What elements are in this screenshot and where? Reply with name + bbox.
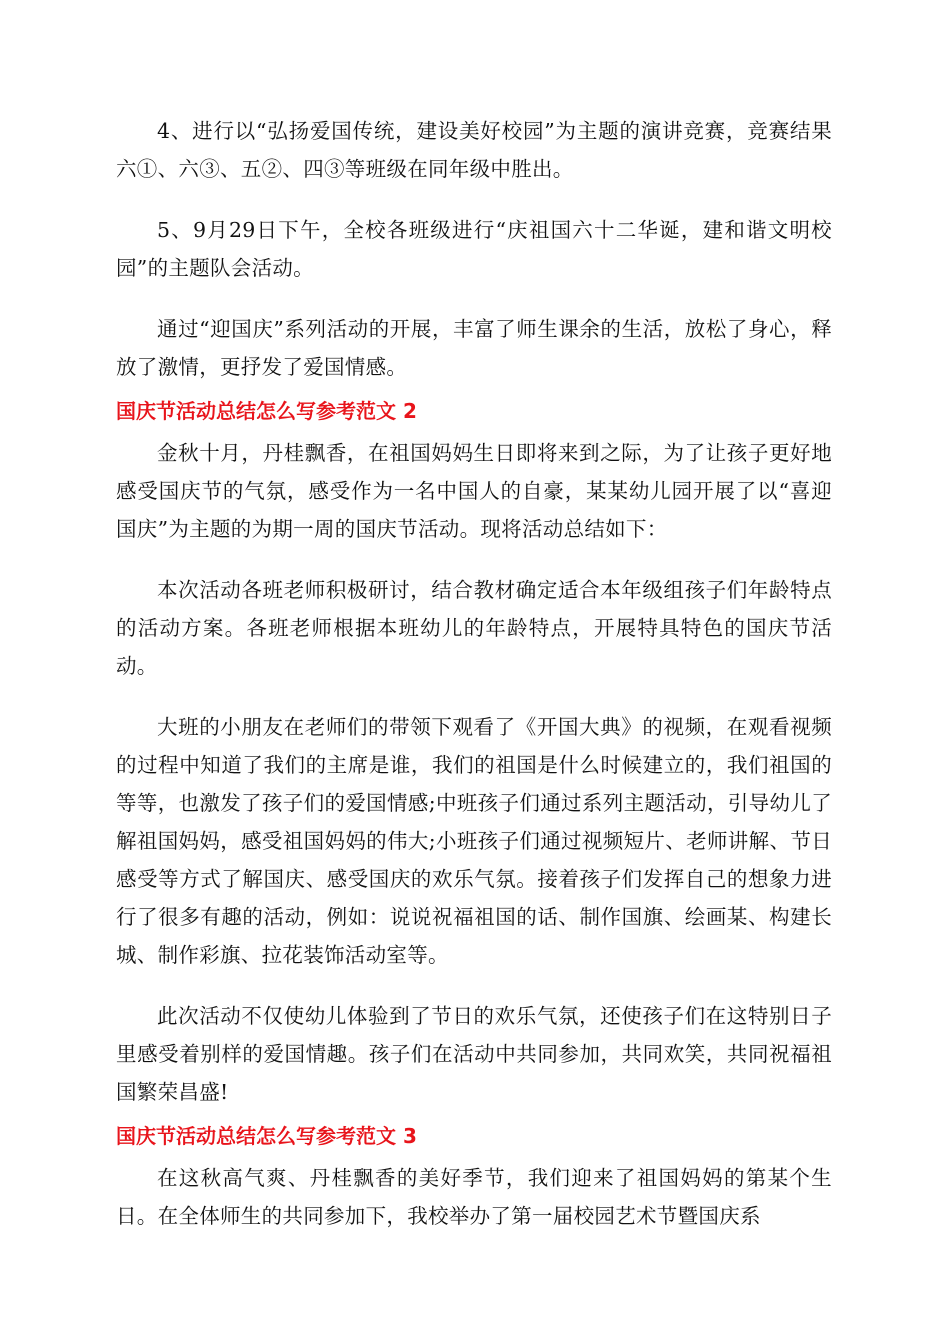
paragraph-conclusion: 通过“迎国庆”系列活动的开展，丰富了师生课余的生活，放松了身心，释放了激情，更抒发了爱国情感。 <box>116 317 832 379</box>
section-heading-2: 国庆节活动总结怎么写参考范文 2 <box>116 399 417 423</box>
section-2-paragraph-2: 本次活动各班老师积极研讨，结合教材确定适合本年级组孩子们年龄特点的活动方案。各班老师根据本班幼儿的年龄特点，开展特具特色的国庆节活动。 <box>116 578 832 678</box>
paragraph-item-4: 4、进行以“弘扬爱国传统，建设美好校园”为主题的演讲竞赛，竞赛结果六①、六③、五②、四③等班级在同年级中胜出。 <box>116 119 832 181</box>
section-heading-3: 国庆节活动总结怎么写参考范文 3 <box>116 1124 417 1148</box>
section-2-paragraph-1: 金秋十月，丹桂飘香，在祖国妈妈生日即将来到之际，为了让孩子更好地感受国庆节的气氛，感受作为一名中国人的自豪，某某幼儿园开展了以“喜迎国庆”为主题的为期一周的国庆节活动。现将活动总结如下： <box>116 441 832 541</box>
section-2-paragraph-3: 大班的小朋友在老师们的带领下观看了《开国大典》的视频，在观看视频的过程中知道了我们的主席是谁，我们的祖国是什么时候建立的，我们祖国的等等，也激发了孩子们的爱国情感;中班孩子们通过系列主题活动，引导幼儿了解祖国妈妈，感受祖国妈妈的伟大;小班孩子们通过视频短片、老师讲解、节日感受等方式了解国庆、感受国庆的欢乐气氛。接着孩子们发挥自己的想象力进行了很多有趣的活动，例如：说说祝福祖国的话、制作国旗、绘画某、构建长城、制作彩旗、拉花装饰活动室等。 <box>116 715 832 967</box>
section-3-paragraph-1: 在这秋高气爽、丹桂飘香的美好季节，我们迎来了祖国妈妈的第某个生日。在全体师生的共同参加下，我校举办了第一届校园艺术节暨国庆系 <box>116 1166 832 1228</box>
section-2-paragraph-4: 此次活动不仅使幼儿体验到了节日的欢乐气氛，还使孩子们在这特别日子里感受着别样的爱国情趣。孩子们在活动中共同参加，共同欢笑，共同祝福祖国繁荣昌盛! <box>116 1004 832 1104</box>
document-page <box>116 112 832 1258</box>
paragraph-item-5: 5、9月29日下午，全校各班级进行“庆祖国六十二华诞，建和谐文明校园”的主题队会活动。 <box>116 218 832 280</box>
